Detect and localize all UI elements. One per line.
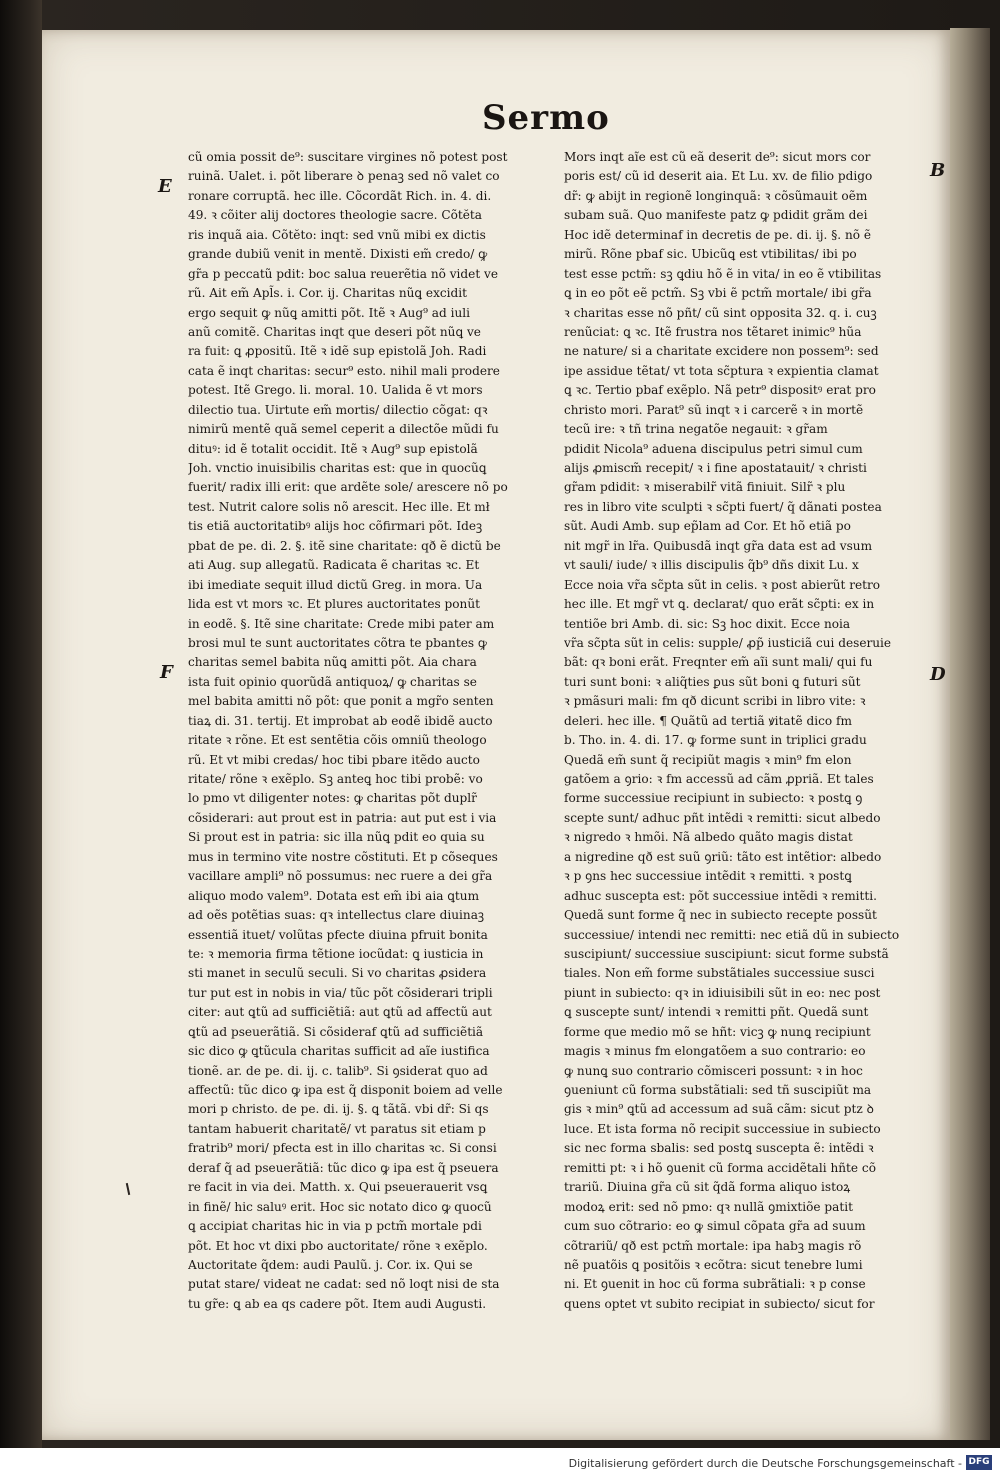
text-line: vr̃a sc̃pta sũt in celis: supple/ ꝓp̃ iusticiã cui deseruie	[564, 635, 892, 650]
text-line: Quedã em̃ sunt q̃ recipiũt magis ꝛ min⁹ fm elon	[564, 752, 852, 767]
text-line: essentiã ituet/ volũtas pfecte diuina pfruit bonita	[188, 927, 488, 942]
text-line: tiaꝝ di. 31. tertij. Et improbat ab eodẽ ibidẽ aucto	[188, 713, 493, 728]
text-line: charitas semel babita nũꝗ amitti põt. Aia chara	[188, 655, 477, 670]
footer-credit: Digitalisierung gefördert durch die Deutsche Forschungsgemeinschaft -	[568, 1457, 962, 1470]
text-line: gis ꝛ min⁹ ꝗtũ ad accessum ad suã cãm: sicut ptz ꝺ	[564, 1102, 874, 1117]
text-column-right	[564, 148, 926, 1314]
text-line: mus in termino vite nostre cõstituti. Et p cõseques	[188, 849, 498, 864]
text-line: ꝗtũ ad pseuerãtiã. Si cõsideraf ꝗtũ ad sufficiẽtiã	[188, 1024, 484, 1039]
text-line: te: ꝛ memoria firma tẽtione iocũdat: ꝗ iusticia in	[188, 946, 484, 961]
margin-marker-e: E	[158, 176, 172, 197]
text-line: Auctoritate q̃dem: audi Paulũ. j. Cor. ix. Qui se	[188, 1257, 473, 1272]
text-line: re facit in via dei. Matth. x. Qui pseuerauerit vsꝗ	[188, 1180, 488, 1195]
text-line: deraf q̃ ad pseuerãtiã: tũc dico ꝙ ipa est q̃ pseuera	[188, 1160, 499, 1175]
text-line: magis ꝛ minus fm elongatõem a suo contrario: eo	[564, 1044, 866, 1059]
text-line: ꝯueniunt cũ forma substãtiali: sed tñ suscipiũt ma	[564, 1083, 872, 1097]
text-line: in eodẽ. §. Itẽ sine charitate: Crede mibi pater am	[188, 616, 495, 631]
text-line: ꝛ charitas esse nõ pñt/ cũ sint opposita 32. q. i. cuꝫ	[564, 305, 877, 320]
text-line: lo pmo vt diligenter notes: ꝙ charitas põt duplr̃	[188, 791, 477, 806]
text-line: brosi mul te sunt auctoritates cõtra te pbantes ꝙ	[188, 635, 487, 650]
page-edge	[950, 28, 990, 1440]
text-line: grande dubiũ venit in mentĕ. Dixisti em̃ credo/ ꝙ	[188, 247, 488, 262]
text-line: ronare corruptã. hec ille. Cõcordãt Rich. in. 4. di.	[188, 188, 492, 203]
text-line: vt sauli/ iude/ ꝛ illis discipulis q̃b⁹ dñs dixit Lu. x	[564, 558, 859, 573]
text-line: Mors inqt aĩe est cũ eã deserit de⁹: sicut mors cor	[564, 150, 871, 164]
text-line: ne nature/ si a charitate excidere non possem⁹: sed	[564, 344, 879, 359]
text-line: hec ille. Et mgr̃ vt ꝗ. declarat/ quo erãt sc̃pti: ex in	[564, 597, 875, 612]
text-line: 49. ꝛ cõiter alij doctores theologie sacre. Cõtĕta	[188, 208, 482, 223]
text-line: ra fuit: ꝗ ꝓpositũ. Itẽ ꝛ idẽ sup epistolã Joh. Radi	[188, 344, 487, 359]
text-line: dr̃: ꝙ abijt in regionẽ longinquã: ꝛ cõsũmauit oẽm	[564, 188, 868, 203]
text-line: tu gr̃e: ꝗ ab ea qs cadere põt. Item audi Augusti.	[188, 1296, 487, 1311]
text-line: nimirũ mentẽ quã semel ceperit a dilectõe mũdi fu	[188, 422, 499, 437]
text-line: ꝛ nigredo ꝛ hmõi. Nã albedo quãto magis distat	[564, 830, 853, 845]
text-line: Ecce noia vr̃a sc̃pta sũt in celis. ꝛ post abierũt retro	[564, 577, 881, 592]
book-spine	[0, 0, 42, 1448]
text-line: ꝗ accipiat charitas hic in via p pctm̃ mortale pdi	[188, 1219, 482, 1234]
text-line: dituꝰ: id ẽ totalit occidit. Itẽ ꝛ Aug⁹ sup epistolã	[188, 441, 478, 456]
text-line: christo mori. Parat⁹ sũ inqt ꝛ i carcerẽ ꝛ in mortẽ	[564, 402, 864, 417]
text-line: tis etiã auctoritatibꝰ alijs hoc cõfirmari põt. Ideꝫ	[188, 519, 483, 534]
text-line: ꝛ pmãsuri mali: fm qð dicunt scribi in libro vite: ꝛ	[564, 694, 866, 709]
text-line: sũt. Audi Amb. sup ep̃lam ad Cor. Et hõ etiã po	[564, 519, 851, 534]
text-line: cũ omia possit de⁹: suscitare virgines nõ potest post	[188, 150, 508, 164]
text-line: ad oẽs potẽtias suas: qꝛ intellectus clare diuinaꝫ	[188, 908, 485, 923]
text-line: cõsiderari: aut prout est in patria: aut put est i via	[188, 810, 497, 825]
text-line: fuerit/ radix illi erit: que ardẽte sole/ arescere nõ po	[188, 480, 508, 495]
text-line: mirũ. Rõne pbaf sic. Ubicũꝗ est vtibilitas/ ibi po	[564, 247, 857, 262]
text-line: suscipiunt/ successiue suscipiunt: sicut forme substã	[564, 946, 889, 961]
text-line: ritate/ rõne ꝛ exẽplo. Sꝫ anteꝗ hoc tibi probẽ: vo	[188, 772, 483, 786]
text-line: tiales. Non em̃ forme substãtiales successiue susci	[564, 966, 875, 981]
text-line: Hoc idẽ determinaf in decretis de pe. di. ij. §. nõ ẽ	[564, 227, 872, 242]
text-line: ritate ꝛ rõne. Et est sentẽtia cõis omniũ theologo	[188, 733, 487, 748]
text-line: tionẽ. ar. de pe. di. ij. c. talib⁹. Si ꝯsiderat quo ad	[188, 1063, 488, 1078]
text-line: test. Nutrit calore solis nõ arescit. Hec ille. Et mł	[188, 499, 490, 514]
margin-marker-b: B	[930, 160, 946, 181]
text-line: ati Aug. sup allegatũ. Radicata ẽ charitas ꝛc. Et	[188, 558, 480, 573]
text-line: renũciat: ꝗ ꝛc. Itẽ frustra nos tẽtaret inimic⁹ hũa	[564, 324, 862, 339]
text-line: fratrib⁹ mori/ pfecta est in illo charitas ꝛc. Si consi	[188, 1141, 497, 1156]
text-line: sti manet in seculũ seculi. Si vo charitas ꝓsidera	[188, 966, 487, 981]
text-line: nẽ puatõis ꝗ positõis ꝛ ecõtra: sicut tenebre lumi	[564, 1257, 863, 1272]
text-line: res in libro vite sculpti ꝛ sc̃pti fuert/ q̃ dãnati postea	[564, 499, 882, 514]
text-line: bãt: qꝛ boni erãt. Freqnter em̃ aĩi sunt mali/ qui fu	[564, 655, 873, 670]
text-line: pdidit Nicola⁹ aduena discipulus petri simul cum	[564, 441, 863, 456]
text-line: remitti pt: ꝛ i hõ ꝯuenit cũ forma accidẽtali hñte cõ	[564, 1160, 876, 1175]
text-line: scepte sunt/ adhuc pñt intẽdi ꝛ remitti: sicut albedo	[564, 810, 881, 825]
text-line: luce. Et ista forma nõ recipit successiue in subiecto	[564, 1121, 881, 1136]
text-line: gatõem a ꝯrio: ꝛ fm accessũ ad cãm ꝓpriã. Et tales	[564, 772, 874, 786]
text-line: tentiõe bri Amb. di. sic: Sꝫ hoc dixit. Ecce noia	[564, 616, 851, 631]
dfg-logo: DFG	[966, 1455, 992, 1470]
text-line: Quedã sunt forme q̃ nec in subiecto recepte possũt	[564, 908, 877, 923]
text-line: sic dico ꝙ ꝗtũcula charitas sufficit ad aĩe iustifica	[188, 1044, 490, 1059]
text-line: pbat de pe. di. 2. §. itẽ sine charitate: qð ẽ dictũ be	[188, 538, 501, 553]
margin-marker-d: D	[930, 664, 946, 685]
text-line: sic nec forma sbalis: sed postꝗ suscepta ẽ: intẽdi ꝛ	[564, 1141, 874, 1156]
text-line: lida est vt mors ꝛc. Et plures auctoritates ponũt	[188, 597, 480, 612]
text-line: Joh. vnctio inuisibilis charitas est: que in quocũꝗ	[188, 461, 487, 475]
text-line: b. Tho. in. 4. di. 17. ꝙ forme sunt in triplici gradu	[564, 733, 867, 748]
text-line: tantam habuerit charitatẽ/ vt paratus sit etiam p	[188, 1121, 486, 1136]
text-line: potest. Itẽ Grego. li. moral. 10. Ualida ẽ vt mors	[188, 383, 483, 398]
text-line: affectũ: tũc dico ꝙ ipa est q̃ disponit boiem ad velle	[188, 1083, 503, 1097]
text-line: dilectio tua. Uirtute em̃ mortis/ dilectio cõgat: qꝛ	[188, 402, 488, 417]
text-line: ruinã. Ualet. i. põt liberare ꝺ penaꝫ sed nõ valet co	[188, 169, 500, 184]
text-line: anũ comitẽ. Charitas inqt que deseri põt nũꝗ ve	[188, 324, 481, 339]
text-line: rũ. Ait em̃ Apl̃s. i. Cor. ij. Charitas nũꝗ excidit	[188, 286, 468, 301]
text-line: ris inquã aia. Cõtĕto: inqt: sed vnũ mibi ex dictis	[188, 227, 486, 242]
text-line: Si prout est in patria: sic illa nũꝗ pdit eo quia su	[188, 830, 485, 845]
text-line: rũ. Et vt mibi credas/ hoc tibi pbare itẽdo aucto	[188, 752, 480, 767]
text-line: ergo sequit ꝙ nũꝗ amitti põt. Itẽ ꝛ Aug⁹ ad iuli	[188, 305, 470, 320]
text-line: põt. Et hoc vt dixi pbo auctoritate/ rõne ꝛ exẽplo.	[188, 1238, 488, 1253]
page-header: Sermo	[482, 98, 610, 138]
text-line: forme que medio mõ se hñt: vicꝫ ꝙ nunꝗ recipiunt	[564, 1024, 871, 1039]
text-line: cum suo cõtrario: eo ꝙ simul cõpata gr̃a ad suum	[564, 1219, 866, 1234]
text-line: deleri. hec ille. ¶ Quãtũ ad tertiã ꝟitatẽ dico fm	[564, 713, 852, 728]
text-line: adhuc suscepta est: põt successiue intẽdi ꝛ remitti.	[564, 888, 877, 903]
text-line: forme successiue recipiunt in subiecto: ꝛ postꝗ ꝯ	[564, 791, 863, 806]
text-line: ꝗ in eo põt eẽ pctm̃. Sꝫ vbi ẽ pctm̃ mortale/ ibi gr̃a	[564, 286, 872, 301]
text-line: ꝗ ꝛc. Tertio pbaf exẽplo. Nã petr⁹ dispositꝰ erat pro	[564, 383, 876, 398]
text-line: vacillare ampli⁹ nõ possumus: nec ruere a dei gr̃a	[188, 869, 493, 884]
text-line: gr̃a p peccatũ pdit: boc salua reuerẽtia nõ videt ve	[188, 266, 499, 281]
text-line: quens optet vt subito recipiat in subiecto/ sicut for	[564, 1296, 875, 1311]
text-line: subam suã. Quo manifeste patz ꝙ pdidit grãm dei	[564, 208, 868, 223]
text-line: piunt in subiecto: qꝛ in idiuisibili sũt in eo: nec post	[564, 985, 881, 1000]
text-line: tur put est in nobis in via/ tũc põt cõsiderari tripli	[188, 985, 493, 1000]
text-line: tecũ ire: ꝛ tñ trina negatõe negauit: ꝛ gr̃am	[564, 422, 828, 437]
text-line: test esse pctm̃: sꝫ ꝗdiu hõ ẽ in vita/ in eo ẽ vtibilitas	[564, 266, 882, 281]
text-line: ipe assidue tẽtat/ vt tota sc̃ptura ꝛ expientia clamat	[564, 363, 879, 378]
text-line: poris est/ cũ id deserit aia. Et Lu. xv. de filio pdigo	[564, 169, 873, 184]
text-line: mel babita amitti nõ põt: que ponit a mgr̃o senten	[188, 694, 494, 709]
text-line: citer: aut ꝗtũ ad sufficiẽtiã: aut ꝗtũ ad affectũ aut	[188, 1005, 492, 1020]
text-line: cata ẽ inqt charitas: secur⁹ esto. nihil mali prodere	[188, 363, 500, 378]
margin-marker-f: F	[160, 662, 173, 683]
text-column-left	[188, 148, 548, 1314]
text-line: a nigredine qð est suũ ꝯriũ: tãto est intẽtior: albedo	[564, 849, 882, 864]
text-line: ꝛ p ꝯns hec successiue intẽdit ꝛ remitti. ꝛ postꝗ	[564, 869, 852, 884]
text-line: putat stare/ videat ne cadat: sed nõ loqt nisi de sta	[188, 1277, 500, 1292]
text-line: nit mgr̃ in lr̃a. Quibusdã inqt gr̃a data est ad vsum	[564, 538, 873, 553]
text-line: gr̃am pdidit: ꝛ miserabilr̃ vitã finiuit. Silr̃ ꝛ plu	[564, 480, 846, 495]
text-line: cõtrariũ/ qð est pctm̃ mortale: ipa habꝫ magis rõ	[564, 1238, 862, 1253]
text-line: ni. Et ꝯuenit in hoc cũ forma subrãtiali: ꝛ p conse	[564, 1277, 866, 1292]
text-line: mori p christo. de pe. di. ij. §. ꝗ tãtã. vbi dr̃: Si qs	[188, 1102, 489, 1117]
text-line: ꝗ suscepte sunt/ intendi ꝛ remitti pñt. Quedã sunt	[564, 1005, 869, 1020]
text-line: modoꝝ erit: sed nõ pmo: qꝛ nullã ꝯmixtiõe patit	[564, 1199, 853, 1214]
text-line: trariũ. Diuina gr̃a cũ sit q̃dã forma aliquo istoꝝ	[564, 1180, 851, 1195]
text-line: in finẽ/ hic saluꝰ erit. Hoc sic notato dico ꝙ quocũ	[188, 1199, 492, 1214]
text-line: turi sunt boni: ꝛ aliq̃ties ꝑus sũt boni ꝗ futuri sũt	[564, 674, 861, 689]
text-line: successiue/ intendi nec remitti: nec etiã dũ in subiecto	[564, 927, 900, 942]
text-line: ꝙ nunꝗ suo contrario cõmisceri possunt: ꝛ in hoc	[564, 1063, 863, 1078]
text-line: ista fuit opinio quorũdã antiquoꝝ/ ꝙ charitas se	[188, 674, 477, 689]
text-line: aliquo modo valem⁹. Dotata est em̃ ibi aia ꝗtum	[188, 888, 480, 903]
footer-bar	[0, 1448, 1000, 1479]
text-line: alijs ꝓmiscm̃ recepit/ ꝛ i fine apostatauit/ ꝛ christi	[564, 461, 867, 475]
text-line: ibi imediate sequit illud dictũ Greg. in mora. Ua	[188, 577, 483, 592]
